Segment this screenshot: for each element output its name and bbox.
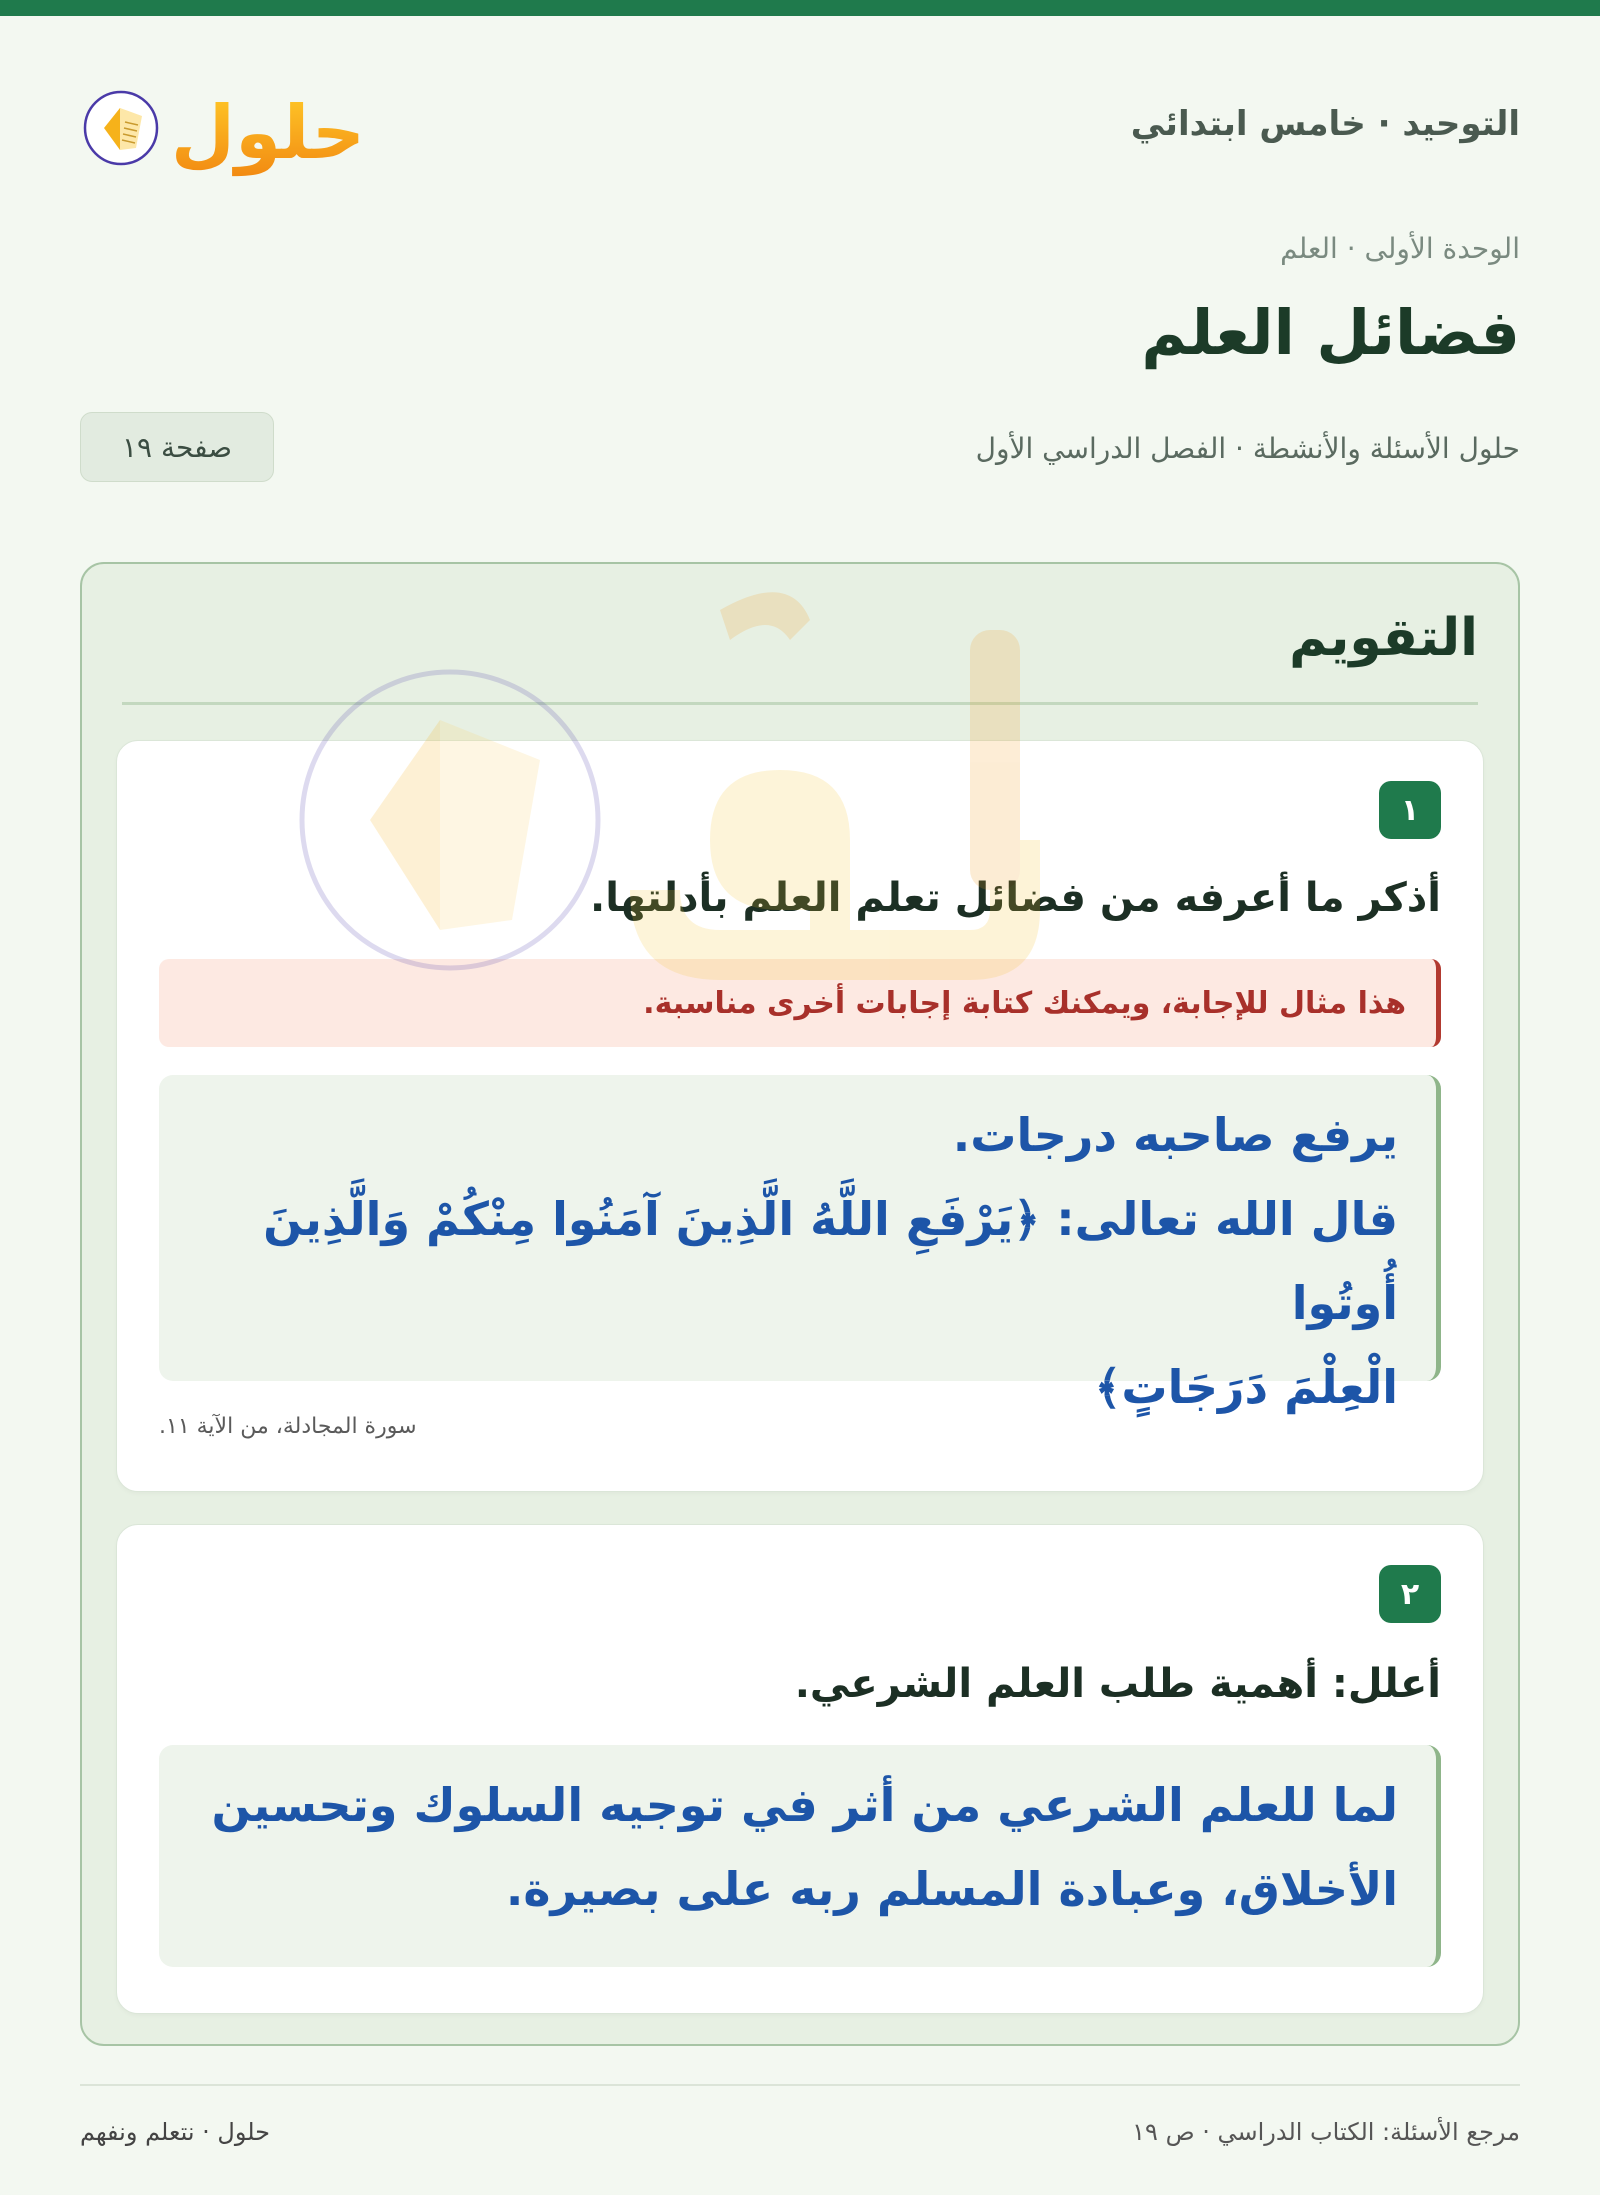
answer-line: الْعِلْمَ دَرَجَاتٍ﴾ [1094,1360,1398,1414]
answer-line: يرفع صاحبه درجات. [952,1108,1398,1162]
section-divider [122,702,1478,705]
answer-line: قال الله تعالى: ﴿يَرْفَعِ اللَّهُ الَّذِينَ آمَنُوا مِنْكُمْ وَالَّذِينَ أُوتُوا [263,1192,1398,1330]
logo-wordmark: حلول [170,90,366,176]
top-accent-bar [0,0,1600,16]
answer-line: الأخلاق، وعبادة المسلم ربه على بصيرة. [505,1862,1398,1916]
unit-breadcrumb: الوحدة الأولى · العلم [1280,232,1520,265]
brand-logo[interactable] [80,70,380,180]
verse-source: سورة المجادلة، من الآية ١١. [159,1414,417,1439]
lesson-meta: حلول الأسئلة والأنشطة · الفصل الدراسي الأول [975,432,1520,465]
answer-line: لما للعلم الشرعي من أثر في توجيه السلوك وتحسين [211,1778,1398,1832]
question-number-badge: ١ [1379,781,1441,839]
answer-hint-note: هذا مثال للإجابة، ويمكنك كتابة إجابات أخرى مناسبة. [159,959,1441,1047]
question-text: أعلل: أهمية طلب العلم الشرعي. [794,1661,1441,1707]
subject-grade-label: التوحيد · خامس ابتدائي [1130,104,1520,144]
answer-box [159,1075,1441,1414]
page-title: فضائل العلم [1141,296,1520,369]
section-title: التقويم [1289,608,1478,668]
evaluation-section [80,562,1520,2046]
question-card [116,740,1484,1492]
footer-divider [80,2084,1520,2086]
footer-reference: مرجع الأسئلة: الكتاب الدراسي · ص ١٩ [1132,2118,1520,2146]
question-card [116,1524,1484,2014]
page-header [80,70,1520,180]
question-text: أذكر ما أعرفه من فضائل تعلم العلم بأدلتها. [590,875,1441,921]
page-number-badge: صفحة ١٩ [80,412,274,482]
footer-brand[interactable]: حلول · نتعلم ونفهم [80,2118,270,2146]
answer-box [159,1745,1441,1967]
question-number-badge: ٢ [1379,1565,1441,1623]
